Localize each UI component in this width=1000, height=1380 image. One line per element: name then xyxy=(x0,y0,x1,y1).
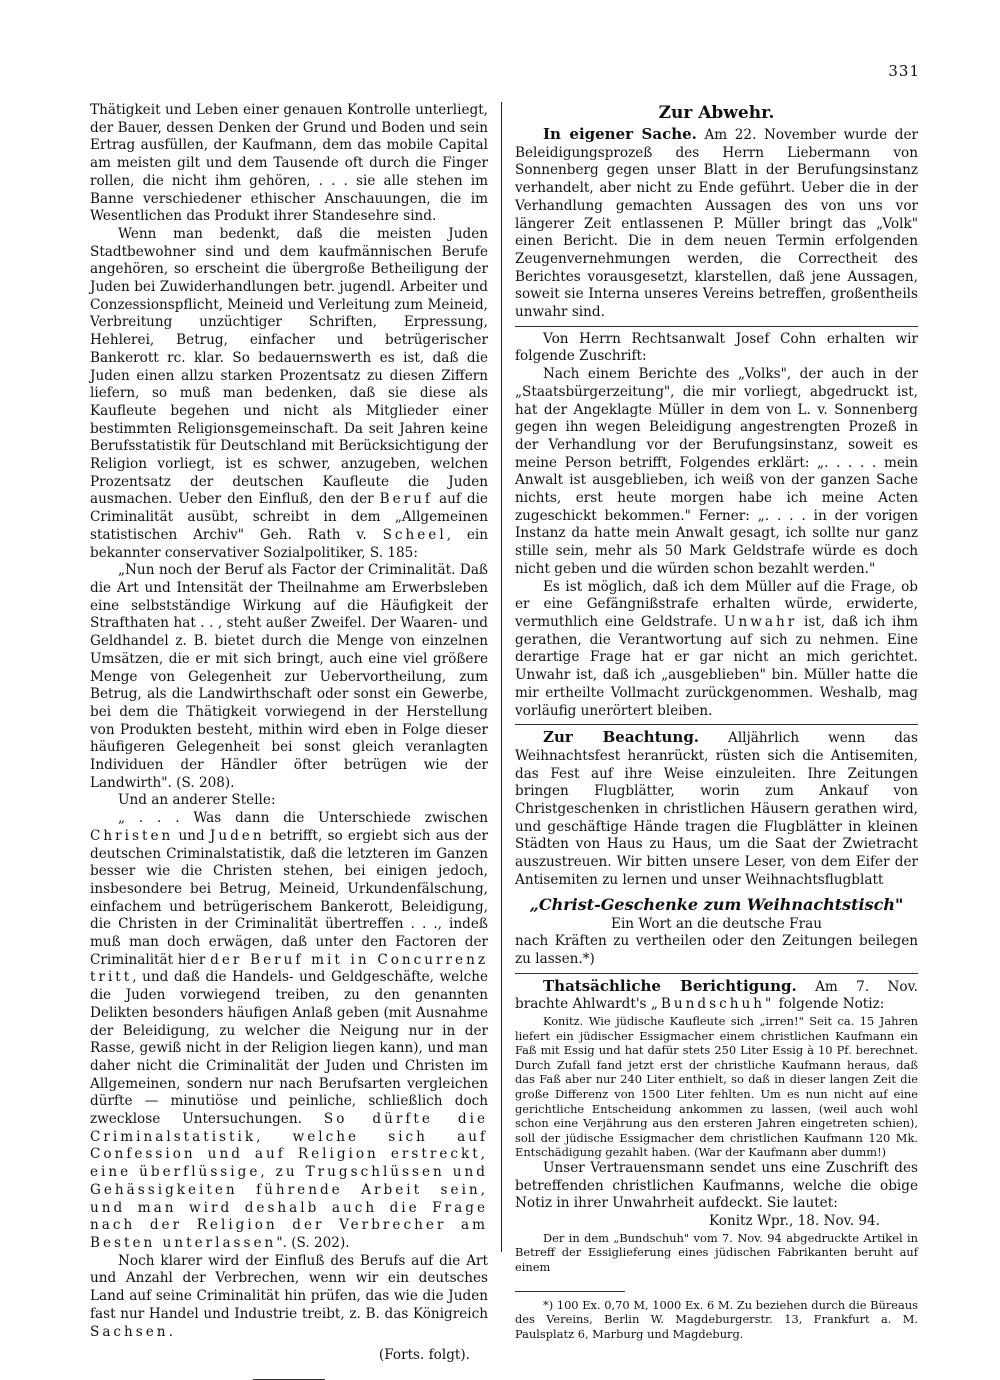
quote-2-text-d: ". (S. 202). xyxy=(276,1235,350,1251)
column-divider xyxy=(501,102,502,1252)
article-2-response-a: Es ist möglich, daß ich dem Müller auf die Frage, ob er eine Gefängnißstrafe erhalten würde, erwiderte, vermuthlich eine Geldstrafe. xyxy=(515,578,918,630)
left-paragraph-2-text-b: auf die Criminalität ausübt, schreibt in dem „Allgemeinen statistischen Archiv" Geh. Rath v. xyxy=(90,491,488,543)
quote-1: „Nun noch der Beruf als Factor der Criminalität. Daß die Art und Intensität der Theilnahme am Erwerbsleben eine selbstständige Wirkung auf die Häufigkeit der Strafthaten hat . . , steht außer Zweifel. Der Waaren- und Geldhandel z. B. bietet durch die Menge von einzelnen Umsätzen, die er mit sich bringt, auch eine viel größere Menge von Gelegenheit zur Uebervortheilung, zum Betrug, als die Landwirthschaft oder sonst ein Gewerbe, bei dem die Thätigkeit vorwiegend in der Herstellung von Produkten besteht, mithin wird eben in Folge dieser häufigeren Gelegenheit bei sonst gleich veranlagten Individuen der Händler öfter betrügen wie der Landwirth". (S. 208). xyxy=(90,562,488,791)
spaced-word-christen: Christen xyxy=(90,827,174,844)
footnote-rule xyxy=(515,1291,625,1292)
article-2-response-b: ist, daß ich ihm gerathen, die Verantwortung auf sich zu nehmen. Eine derartige Frage hat er gar nicht an mich gerichtet. Unwahr ist, daß ich „ausgeblieben" bin. Müller hatte die mir ertheilte Vollmacht zurückgenommen. Weshalb, mag vorläufig unerörtert bleiben. xyxy=(515,613,919,719)
rubric-zur-beachtung: Zur Beachtung. xyxy=(543,728,700,747)
spaced-word-scheel: Scheel xyxy=(382,526,447,543)
quote-2-text-b: betrifft, so ergiebt sich aus der deutschen Criminalstatistik, daß die letzteren im Ganzen besser wie die Christen stehen, bei einigen jedoch, insbesondere bei Betrug, Meineid, Urkundenfälschung, einfachem und betrügerischem Bankerott, Beleidigung, die Christen in der Criminalität übertreffen . . ., indeß muß man doch erwägen, daß unter den Factoren der Criminalität hier xyxy=(90,827,488,968)
footnote: *) 100 Ex. 0,70 M, 1000 Ex. 6 M. Zu beziehen durch die Büreaus des Vereins, Berlin W. Magdeburgerstr. 13, Frankfurt a. M. Paulsplatz 6, Marburg und Magdeburg. xyxy=(515,1297,918,1341)
left-paragraph-4-end: . xyxy=(168,1323,173,1340)
article-3-end: nach Kräften zu vertheilen oder den Zeitungen beilegen zu lassen.*) xyxy=(515,933,918,967)
letter-text: Der in dem „Bundschuh" vom 7. Nov. 94 abgedruckte Artikel in Betreff der Essiglieferung eines jüdischen Fabrikanten beruht auf einem xyxy=(515,1230,918,1274)
spaced-word-juden: Juden xyxy=(209,827,265,844)
left-paragraph-3: Und an anderer Stelle: xyxy=(118,792,276,809)
right-column xyxy=(515,102,918,1341)
left-paragraph-2-text-c: , ein bekannter conservativer Sozialpolitiker, S. 185: xyxy=(90,526,488,561)
quote-2 xyxy=(90,810,488,1253)
spaced-phrase-criminalstatistik: So dürfte die Criminalstatistik, welche sich auf Confession und auf Religion erstreckt, eine überflüssige, zu Trugschlüssen und Gehässigkeiten führende Arbeit sein, und man wird deshalb auch die Frage nach der Religion der Verbrecher am Besten unterlassen xyxy=(90,1111,489,1251)
article-2-response xyxy=(515,579,918,721)
spaced-word-unwahr: Unwahr xyxy=(724,613,798,630)
article-4-text-b: folgende Notiz: xyxy=(778,996,885,1013)
article-3-text: Alljährlich wenn das Weihnachtsfest heranrückt, rüsten sich die Antisemiten, das Fest auf ihre Weise einzuleiten. Ihre Zeitungen bringen Flugblätter, worin zum Ankauf von Christgeschenken in christlichen Häusern gerathen wird, und geschäftige Hände tragen die Flugblätter in kleinen Städten von Haus zu Haus, um die Saat der Zwietracht auszustreuen. Wir bitten unsere Leser, von dem Eifer der Antisemiten zu lernen und unser Weihnachtsflugblatt xyxy=(515,730,919,888)
article-1-text: Am 22. November wurde der Beleidigungsprozeß des Herrn Liebermann von Sonnenberg gegen unser Blatt in der Berufungsinstanz verhandelt, aber nicht zu Ende geführt. Ueber die in der Verhandlung gemachten Aussagen des von uns vor längerer Zeit entlassenen P. Müller bringt das „Volk" einen Bericht. Die in dem neuen Termin erfolgenden Zeugenvernehmungen werden, die Correctheit des Berichtes vorausgesetzt, klarstellen, daß jene Aussagen, soweit sie Interna unseres Vereins betreffen, großentheils unwahr sind. xyxy=(515,127,918,321)
article-2-intro: Von Herrn Rechtsanwalt Josef Cohn erhalten wir folgende Zuschrift: xyxy=(515,330,918,365)
quoted-notice: Konitz. Wie jüdische Kaufleute sich „irren!" Seit ca. 15 Jahren liefert ein jüdischer Essigmacher einem christlichen Kaufmann ein Faß mit Essig und hat dafür stets 250 Liter Essig à 10 Pf. berechnet. Durch Zufall fand jetzt erst der christliche Kaufmann heraus, daß das Faß aber nur 240 Liter enthielt, so daß in dieser langen Zeit die große Differenz von 1500 Liter fehlten. Um es nun nicht auf eine gerichtliche Entscheidung ankommen zu lassen, (weil auch wohl schon eine Verjährung aus den ersteren Jahren eingetreten schien), soll der jüdische Essigmacher dem christlichen Kaufmann 120 Mk. Entschädigung gezahlt haben. (War der Kaufmann aber dumm!) xyxy=(515,1014,918,1160)
quote-2-und: und xyxy=(178,827,205,844)
article-4-text-a: Am 7. Nov. brachte Ahlwardt's xyxy=(515,978,918,1013)
section-title: Zur Abwehr. xyxy=(658,103,775,123)
article-zur-beachtung xyxy=(515,729,918,889)
left-paragraph-1: Thätigkeit und Leben einer genauen Kontrolle unterliegt, der Bauer, dessen Denken der Grund und Boden und sein Ertrag ausfüllen, der Kaufmann, dem das mobile Capital am meisten gilt und dem Tausende oft durch die Finger rollen, die nicht ihm gehören, . . . sie alle stehen im Banne verschiedener ethischer Anschauungen, die im Wesentlichen das Produkt ihrer Standesehre sind. xyxy=(90,102,488,225)
article-2-letter: Nach einem Berichte des „Volks", der auch in der „Staatsbürgerzeitung", die mir vorliegt, abgedruckt ist, hat der Angeklagte Müller in dem von L. v. Sonnenberg gegen ihn wegen Beleidigung angestrengten Prozeß in der Verhandlung vor der Berufungsinstanz, soweit es meine Person betrifft, Folgendes erklärt: „. . . . . mein Anwalt ist ausgeblieben, ich weiß von der ganzen Sache nichts, erst heute morgen habe ich meine Acten zugeschickt bekommen." Ferner: „. . . . in der vorigen Instanz da hatte mein Anwalt gesagt, ich sollte nur ganz stille sein, mehr als 50 Mark Geldstrafe würde es doch nicht geben und die würden schon bezahlt werden." xyxy=(515,366,918,577)
spaced-phrase-beruf: der Beruf mit in Concurrenz tritt xyxy=(90,951,488,986)
flyer-title: „Christ-Geschenke zum Weihnachtstisch" xyxy=(529,894,904,914)
divider-rule-1 xyxy=(515,326,918,327)
continuation-note: (Forts. folgt). xyxy=(378,1347,470,1364)
left-paragraph-4 xyxy=(90,1253,488,1342)
letter-dateline: Konitz Wpr., 18. Nov. 94. xyxy=(708,1213,880,1230)
article-in-eigener-sache xyxy=(515,126,918,322)
rubric-in-eigener-sache: In eigener Sache. xyxy=(543,125,697,143)
quote-2-text-c: , und daß die Handels- und Geldgeschäfte, welche die Juden vorwiegend treiben, zu den genannten Delikten besonders häufigen Anlaß geben (mit Ausnahme der Beleidigung, zu welcher die Neigung nur in der Rasse, gewiß nicht in der Religion liegen kann), und man daher nicht die Criminalität der Juden und Christen im Allgemeinen, sondern nur nach Berufsarten vergleichen dürfte — minutiöse und peinliche, schließlich doch zwecklose Untersuchungen. xyxy=(90,969,488,1128)
article-berichtigung xyxy=(515,978,918,1014)
left-paragraph-2-text: Wenn man bedenkt, daß die meisten Juden Stadtbewohner sind und dem kaufmännischen Berufe angehören, so erscheint die übergroße Betheiligung der Juden bei Zuwiderhandlungen betr. jugendl. Arbeiter und Conzessionspflicht, Meineid und Verleitung zum Meineid, Verbreitung unzüchtiger Schriften, Erpressung, Hehlerei, Betrug, einfacher und betrügerischer Bankerott rc. klar. So bedauernswerth es ist, daß die Juden einen allzu starken Prozentsatz zu diesen Ziffern liefern, so muß man bedenken, daß sie diese als Kaufleute begehen und nicht als Mitglieder einer bestimmten Religionsgemeinschaft. Da seit Jahren keine Berufsstatistik für Deutschland mit Berücksichtigung der Religion vorliegt, ist es schwer, anzugeben, welchen Prozentsatz der deutschen Kaufleute die Juden ausmachen. Ueber den Einfluß, den der xyxy=(90,225,488,508)
divider-rule-3 xyxy=(515,973,918,974)
quote-2-text-a: „ . . . Was dann die Unterschiede zwischen xyxy=(118,810,488,827)
spaced-word-beruf: Beruf xyxy=(379,491,433,508)
left-column xyxy=(90,102,488,1380)
left-paragraph-4-text: Noch klarer wird der Einfluß des Berufs auf die Art und Anzahl der Verbrechen, wenn wir ein deutsches Land auf seine Criminalität hin prüfen, das wie die Juden fast nur Handel und Industrie treibt, z. B. das Königreich xyxy=(90,1252,488,1322)
article-4-reply: Unser Vertrauensmann sendet uns eine Zuschrift des betreffenden christlichen Kaufmanns, welche die obige Notiz in ihrer Unwahrheit aufdeckt. Sie lautet: xyxy=(515,1159,918,1212)
page-number: 331 xyxy=(888,62,920,80)
left-paragraph-2 xyxy=(90,226,488,562)
spaced-word-bundschuh: „Bundschuh" xyxy=(650,996,775,1013)
spaced-word-sachsen: Sachsen xyxy=(90,1323,169,1340)
flyer-subtitle: Ein Wort an die deutsche Frau xyxy=(611,915,822,932)
rubric-berichtigung: Thatsächliche Berichtigung. xyxy=(543,976,797,995)
divider-rule-2 xyxy=(515,724,918,725)
